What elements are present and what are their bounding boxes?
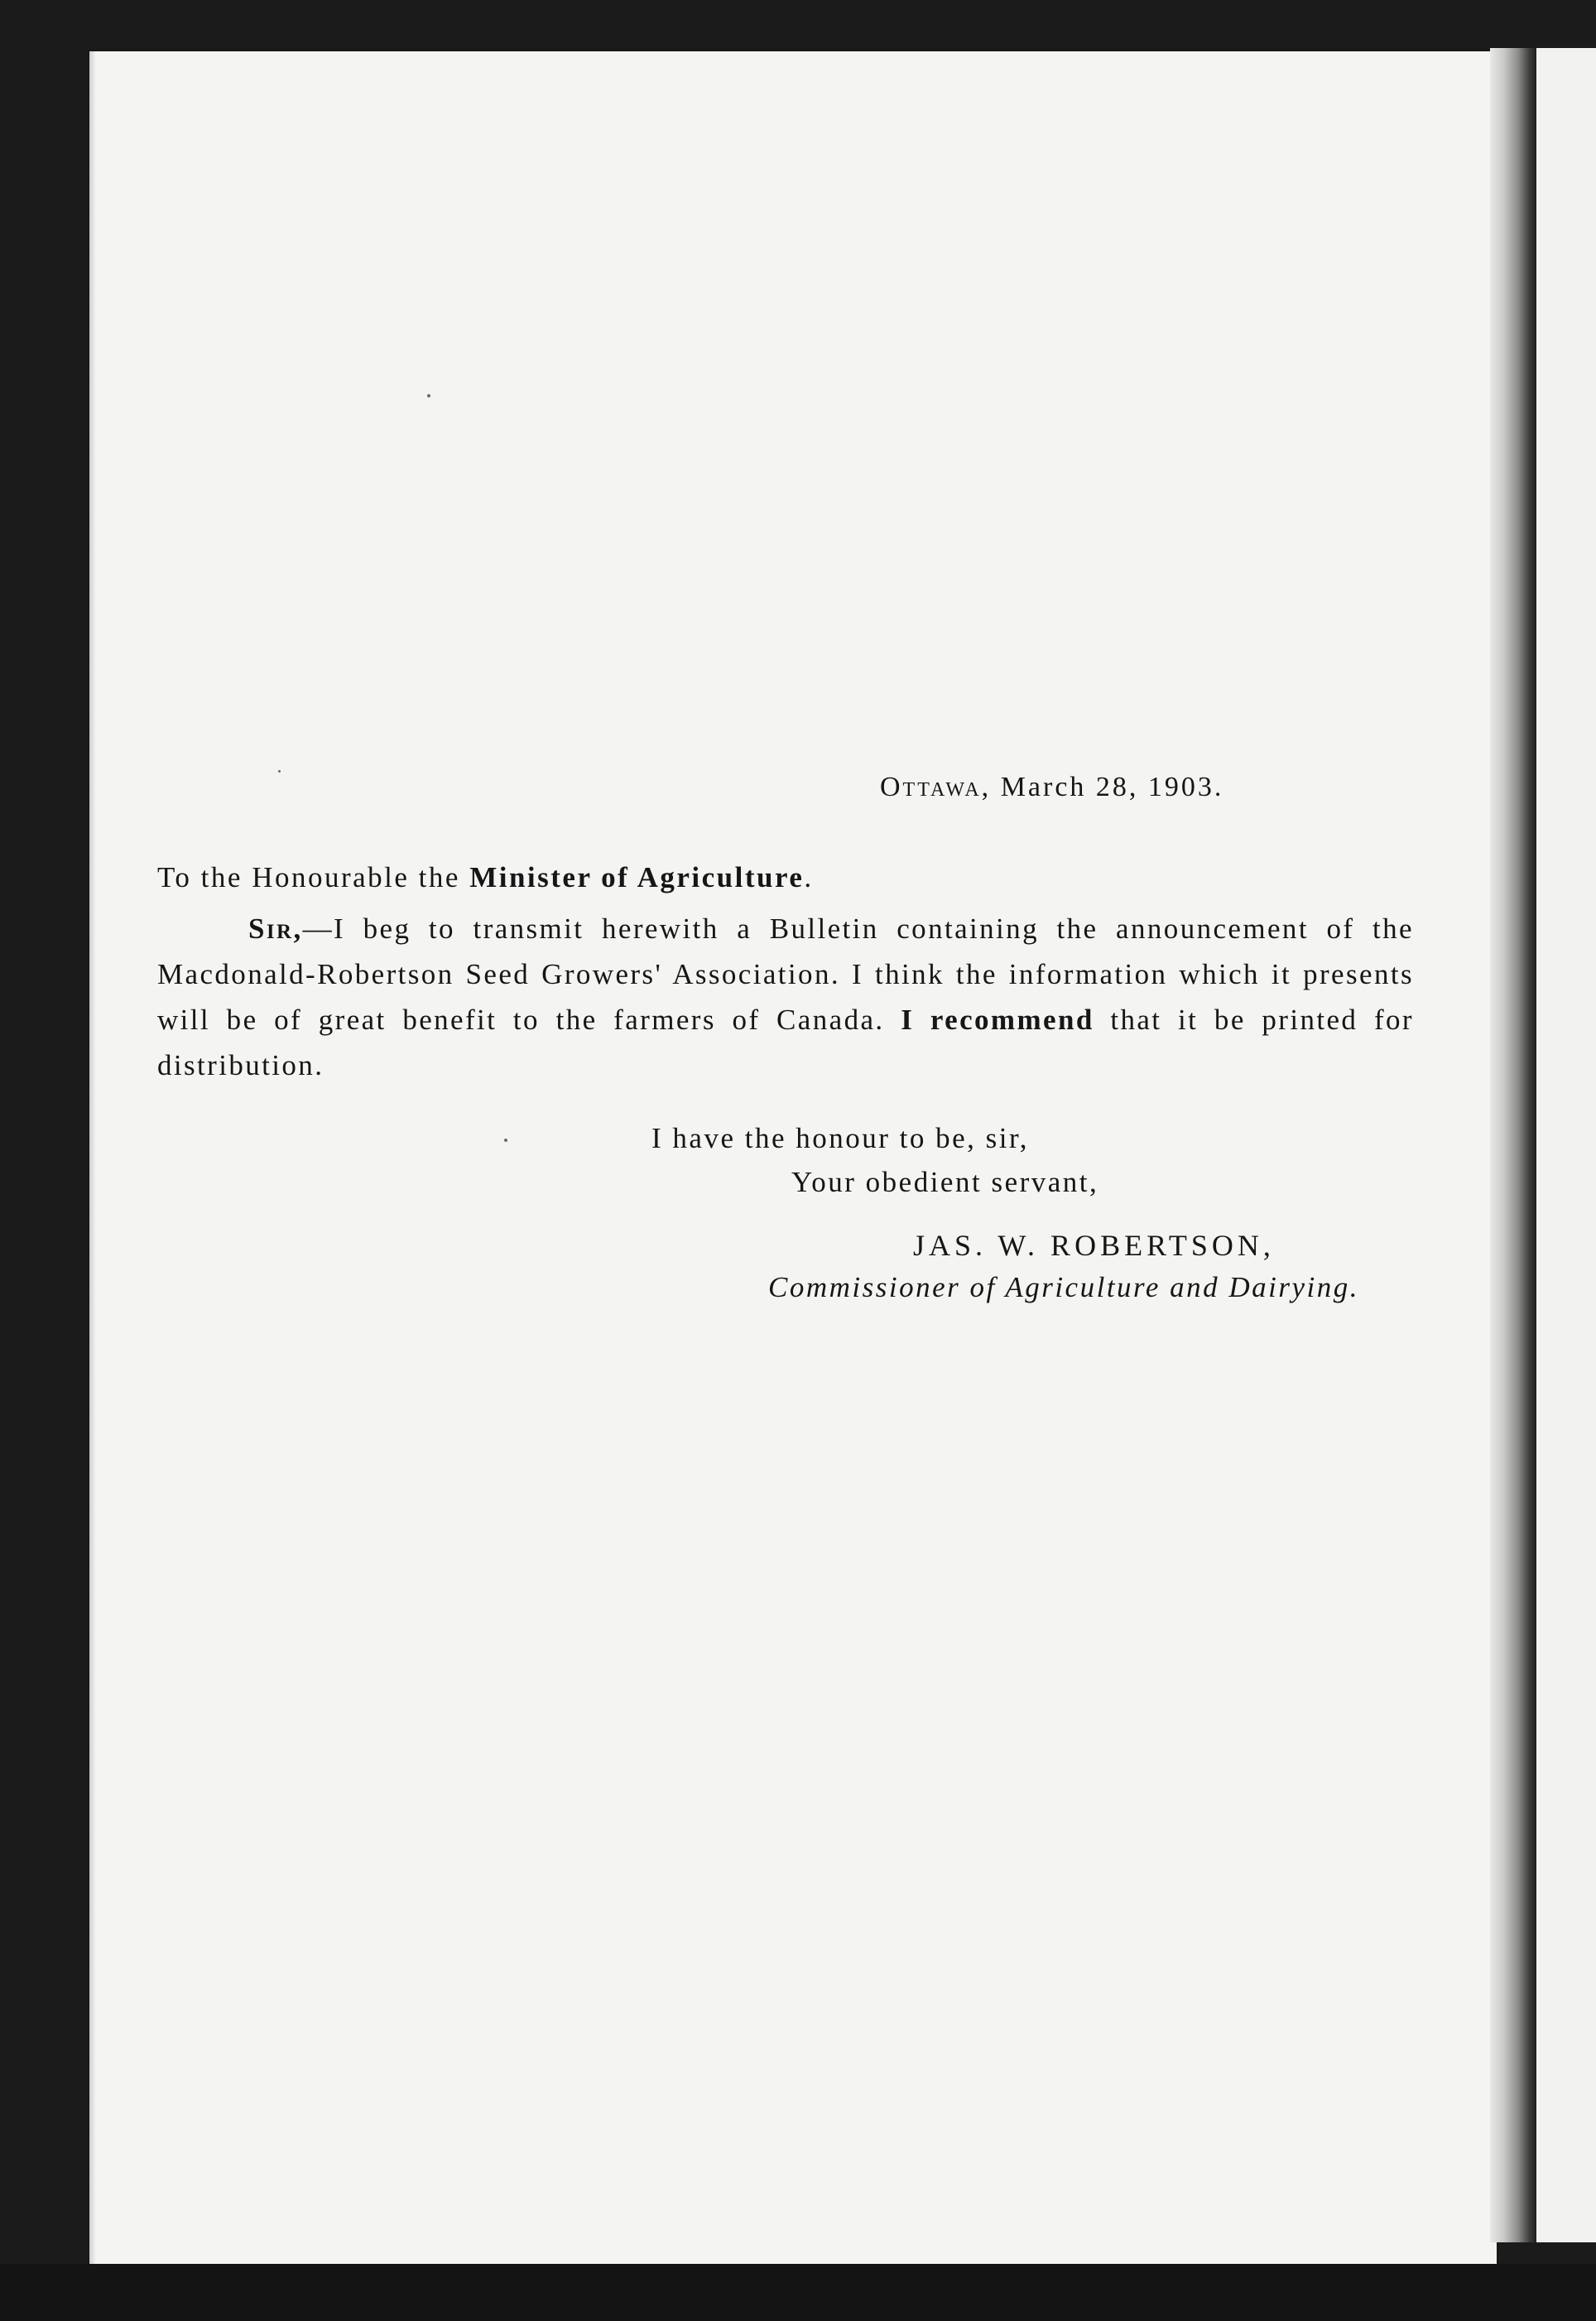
paper-speck bbox=[504, 1139, 507, 1142]
letter-body-part2: that it be printed for distribution. bbox=[157, 1004, 1414, 1081]
salutation-suffix: . bbox=[804, 861, 814, 893]
letter-opening: Sir, bbox=[248, 913, 303, 945]
closing-line-1: I have the honour to be, sir, bbox=[651, 1122, 1029, 1154]
dateline bbox=[880, 772, 1223, 803]
salutation bbox=[157, 861, 814, 894]
letter-body-part1: —I beg to transmit herewith a Bulletin containing the announcement of the Macdonald-Robertson Seed Growers' Association. I think the information which it presents will be of great benefit to the farmers of Canada. bbox=[157, 913, 1414, 1036]
salutation-addressee: Minister of Agriculture bbox=[469, 861, 805, 893]
scan-bottom-band bbox=[0, 2264, 1596, 2321]
signature-name: JAS. W. ROBERTSON, bbox=[913, 1229, 1275, 1262]
letter-body bbox=[157, 906, 1414, 1088]
letter-body-emphasis: I recommend bbox=[901, 1004, 1094, 1036]
paper-speck bbox=[278, 770, 281, 773]
dateline-date: March 28, 1903. bbox=[1000, 772, 1224, 802]
signature-title: Commissioner of Agriculture and Dairying. bbox=[768, 1271, 1360, 1303]
page-left-edge bbox=[89, 51, 96, 2264]
salutation-prefix: To the Honourable the bbox=[157, 861, 470, 893]
closing-line-2: Your obedient servant, bbox=[791, 1166, 1099, 1198]
dateline-place: Ottawa, bbox=[880, 772, 992, 802]
binding-gutter bbox=[1490, 48, 1536, 2242]
paper-speck bbox=[427, 394, 430, 397]
adjacent-page-edge bbox=[1536, 48, 1596, 2242]
document-page bbox=[89, 51, 1497, 2264]
